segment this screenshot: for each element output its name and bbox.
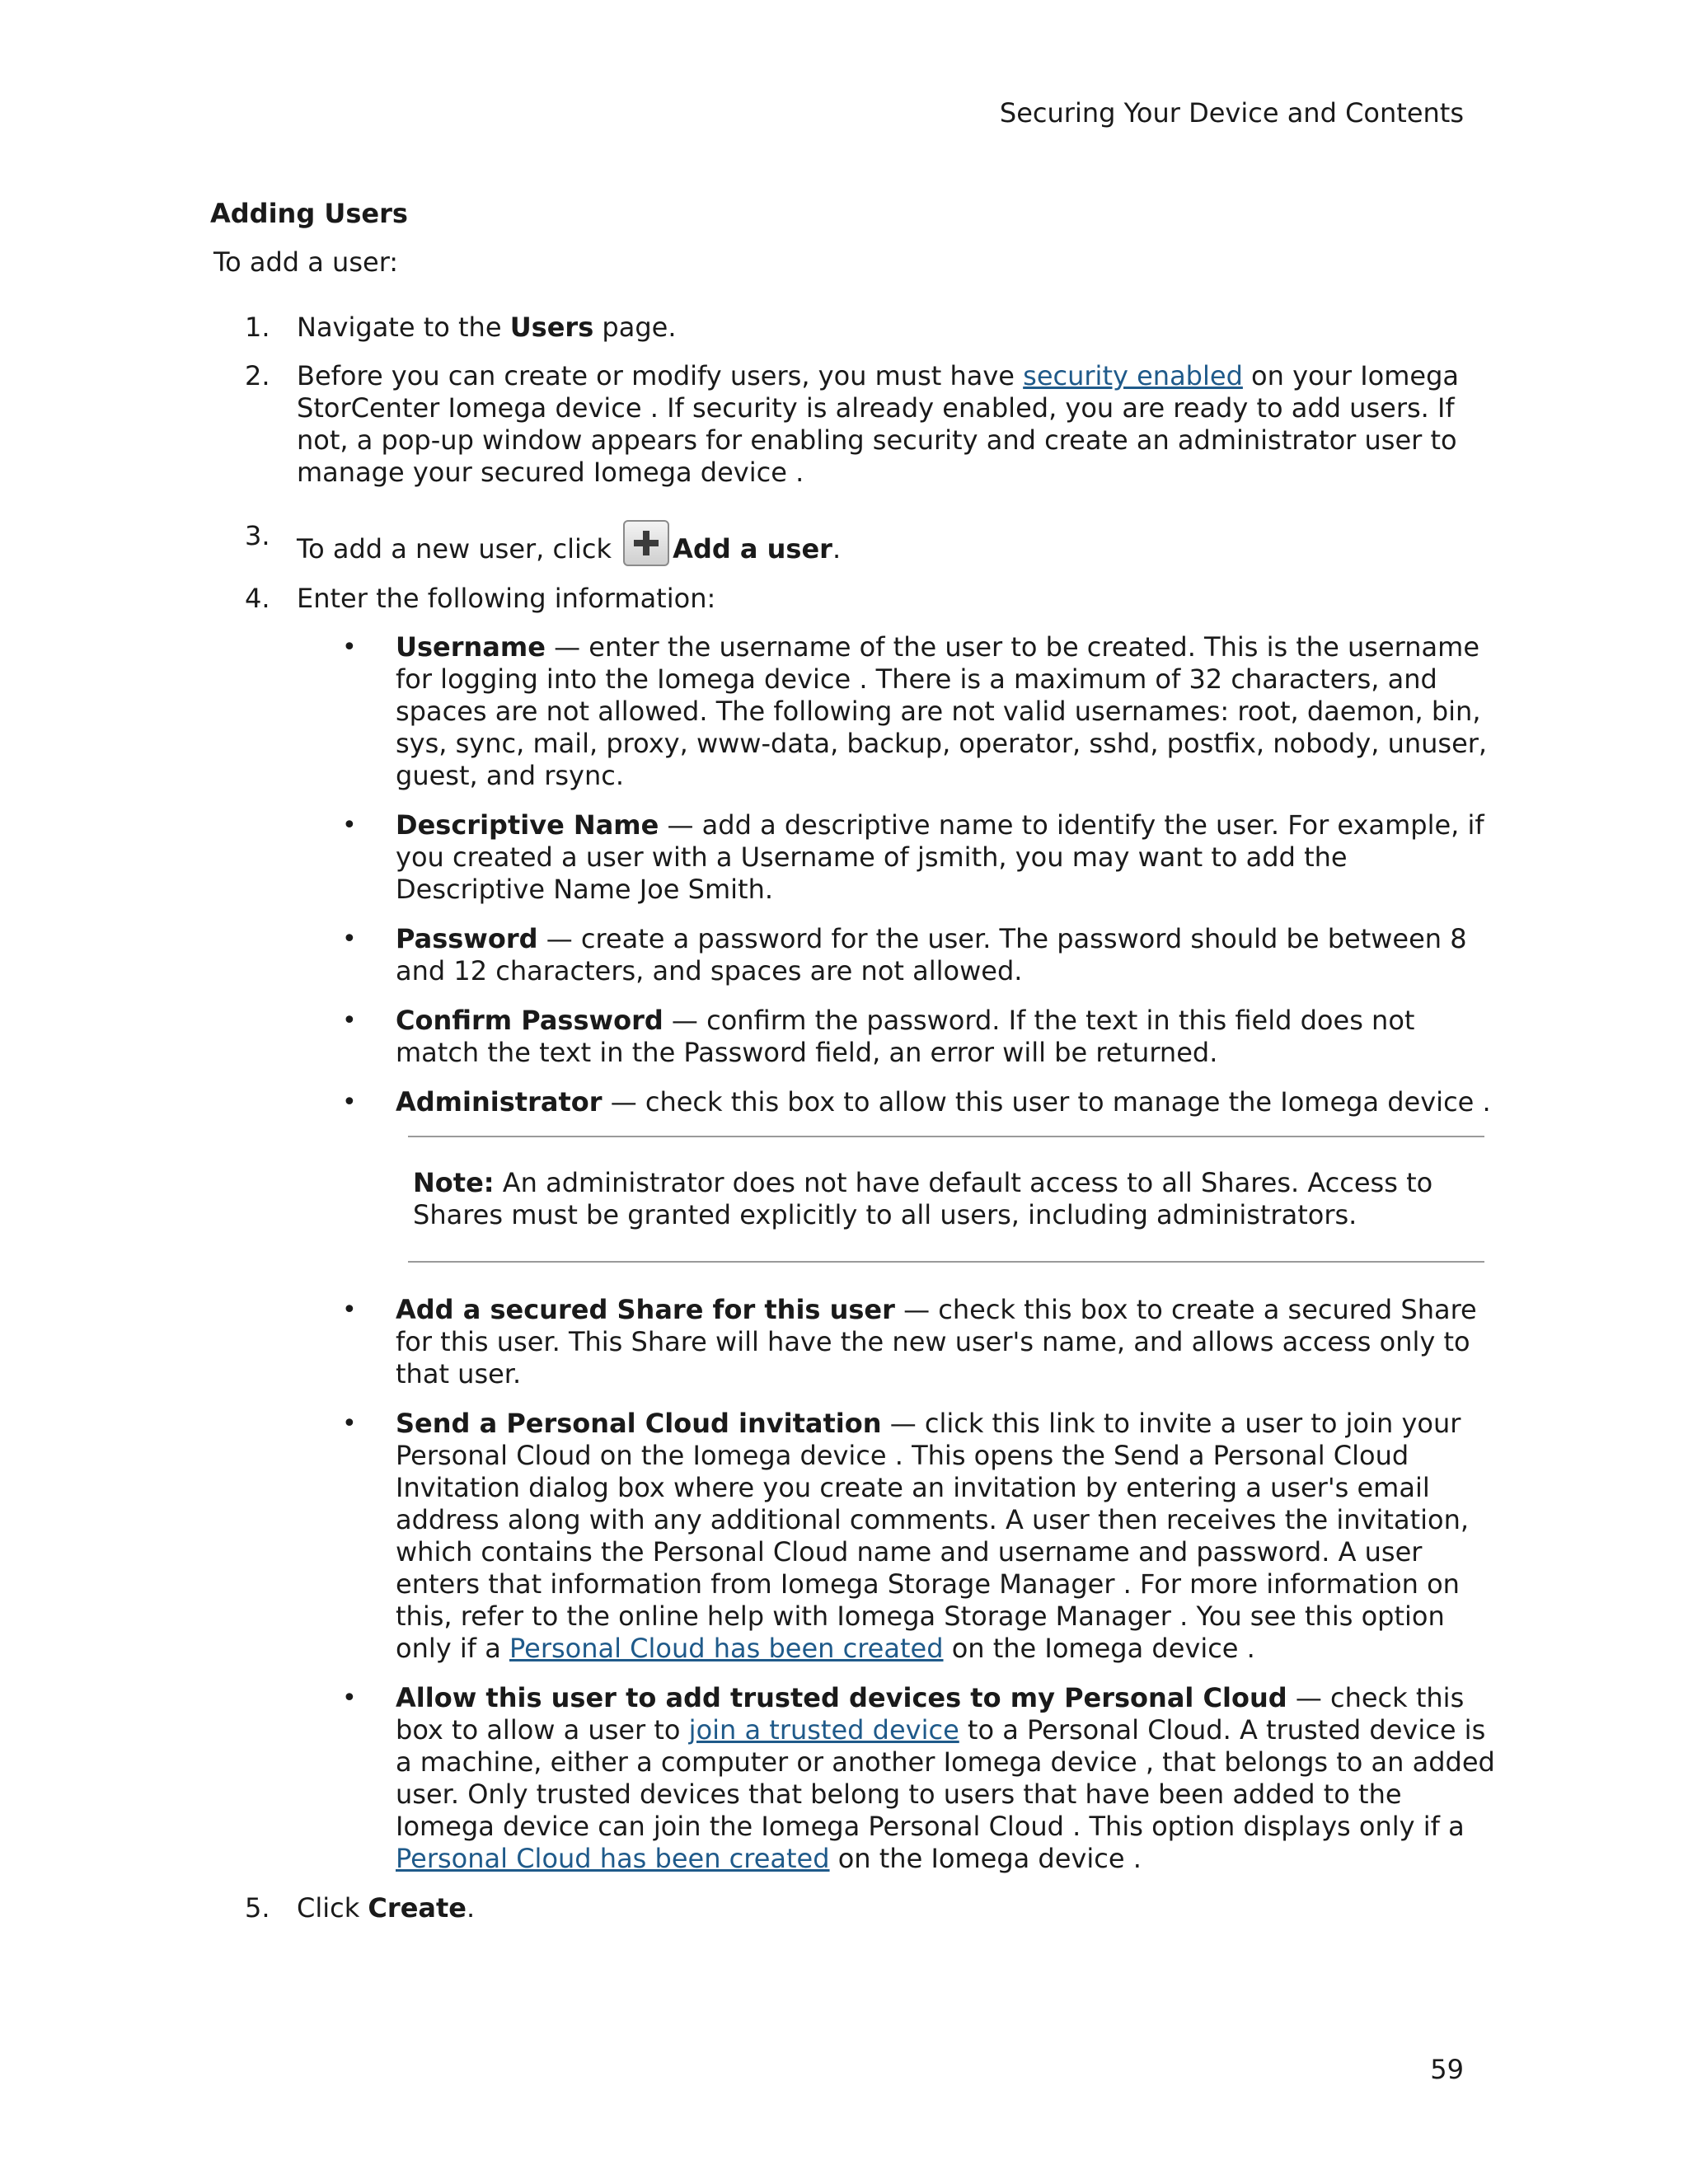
field-term: Allow this user to add trusted devices to my Personal Cloud bbox=[396, 1682, 1287, 1713]
step-2 bbox=[210, 360, 1496, 489]
bullet: • bbox=[342, 811, 357, 840]
field-term: Confirm Password bbox=[396, 1005, 663, 1036]
field-desc: — check this box to create a secured Share for this user. This Share will have the new user's name, and allows access only to that user. bbox=[396, 1294, 1477, 1390]
field-desc: — check this box to allow this user to manage the Iomega device . bbox=[602, 1086, 1491, 1118]
field-personal-cloud-invite bbox=[297, 1408, 1496, 1665]
step-1 bbox=[210, 312, 1496, 344]
field-secured-share bbox=[297, 1294, 1496, 1390]
step-number: 1. bbox=[245, 312, 270, 343]
step-bold: Users bbox=[509, 312, 594, 343]
field-desc: — check this box to allow a user to bbox=[396, 1682, 1465, 1746]
step-text: Enter the following information: bbox=[297, 583, 716, 614]
bullet: • bbox=[342, 633, 357, 662]
fields-list-continued bbox=[297, 1294, 1496, 1875]
steps-list bbox=[210, 312, 1496, 1924]
step-text: . bbox=[832, 533, 842, 565]
join-trusted-device-link[interactable]: join a trusted device bbox=[688, 1714, 959, 1746]
step-text: Before you can create or modify users, you must have bbox=[297, 360, 1024, 391]
note-label: Note: bbox=[413, 1167, 495, 1198]
field-administrator bbox=[297, 1086, 1496, 1118]
field-trusted-devices bbox=[297, 1682, 1496, 1875]
step-4 bbox=[210, 583, 1496, 1875]
step-5 bbox=[210, 1892, 1496, 1924]
step-number: 5. bbox=[245, 1892, 270, 1924]
step-text: on your Iomega StorCenter Iomega device . If security is already enabled, you are ready to add users. If not, a pop-up window appears for enabling security and create an administrator user to manage your secured Iomega device . bbox=[297, 360, 1459, 488]
note-box bbox=[408, 1136, 1484, 1263]
page-content bbox=[210, 198, 1496, 1941]
field-term: Username bbox=[396, 631, 546, 663]
field-term: Password bbox=[396, 923, 538, 954]
running-header: Securing Your Device and Contents bbox=[999, 97, 1464, 129]
intro-text: To add a user: bbox=[213, 246, 399, 278]
step-3 bbox=[210, 520, 1496, 566]
add-user-plus-icon bbox=[623, 520, 669, 566]
field-desc: — click this link to invite a user to join your Personal Cloud on the Iomega device . This opens the Send a Personal Cloud Invitation dialog box where you create an invitation by entering a user's email address along with any additional comments. A user then receives the invitation, which contains the Personal Cloud name and username and password. A user enters that information from Iomega Storage Manager . For more information on this, refer to the online help with Iomega Storage Manager . You see this option only if a bbox=[396, 1408, 1470, 1664]
field-username bbox=[297, 631, 1496, 792]
field-term: Administrator bbox=[396, 1086, 603, 1118]
section-heading: Adding Users bbox=[210, 198, 408, 229]
step-number: 4. bbox=[245, 583, 270, 614]
bullet: • bbox=[342, 1409, 357, 1438]
personal-cloud-created-link[interactable]: Personal Cloud has been created bbox=[509, 1633, 944, 1664]
field-desc: — confirm the password. If the text in this field does not match the text in the Password field, an error will be returned. bbox=[396, 1005, 1415, 1068]
fields-list bbox=[297, 631, 1496, 1118]
bullet: • bbox=[342, 925, 357, 954]
field-term: Send a Personal Cloud invitation bbox=[396, 1408, 882, 1439]
field-confirm-password bbox=[297, 1005, 1496, 1069]
note-text: An administrator does not have default access to all Shares. Access to Shares must be granted explicitly to all users, including administrators. bbox=[413, 1167, 1433, 1230]
field-term: Add a secured Share for this user bbox=[396, 1294, 895, 1325]
step-text: Navigate to the bbox=[297, 312, 510, 343]
security-enabled-link[interactable]: security enabled bbox=[1023, 360, 1243, 391]
step-number: 2. bbox=[245, 360, 270, 391]
field-desc: on the Iomega device . bbox=[943, 1633, 1255, 1664]
bullet: • bbox=[342, 1088, 357, 1117]
field-desc: — add a descriptive name to identify the user. For example, if you created a user with a Username of jsmith, you may want to add the Descriptive Name Joe Smith. bbox=[396, 809, 1484, 905]
field-term: Descriptive Name bbox=[396, 809, 659, 841]
step-text: page. bbox=[593, 312, 677, 343]
step-bold: Add a user bbox=[673, 533, 832, 565]
bullet: • bbox=[342, 1006, 357, 1035]
step-text: Click bbox=[297, 1892, 368, 1924]
field-desc: — enter the username of the user to be created. This is the username for logging into the Iomega device . There is a maximum of 32 characters, and spaces are not allowed. The following are not valid usernames: root, daemon, bin, sys, sync, mail, proxy, www-data, backup, operator, sshd, postfix, nobody, unuser, guest, and rsync. bbox=[396, 631, 1488, 791]
field-descriptive-name bbox=[297, 809, 1496, 906]
field-password bbox=[297, 923, 1496, 987]
bullet: • bbox=[342, 1296, 357, 1324]
step-bold: Create bbox=[368, 1892, 467, 1924]
field-desc: — create a password for the user. The password should be between 8 and 12 characters, and spaces are not allowed. bbox=[396, 923, 1467, 987]
field-desc: on the Iomega device . bbox=[829, 1843, 1142, 1874]
personal-cloud-created-link-2[interactable]: Personal Cloud has been created bbox=[396, 1843, 830, 1874]
step-number: 3. bbox=[245, 520, 270, 551]
step-text: To add a new user, click bbox=[297, 533, 621, 565]
step-text: . bbox=[466, 1892, 476, 1924]
page-number: 59 bbox=[1430, 2054, 1464, 2085]
bullet: • bbox=[342, 1684, 357, 1713]
field-desc: to a Personal Cloud. A trusted device is a machine, either a computer or another Iomega device , that belongs to an added user. Only trusted devices that belong to users that have been added to the Iomega device can join the Iomega Personal Cloud . This option displays only if a bbox=[396, 1714, 1495, 1842]
